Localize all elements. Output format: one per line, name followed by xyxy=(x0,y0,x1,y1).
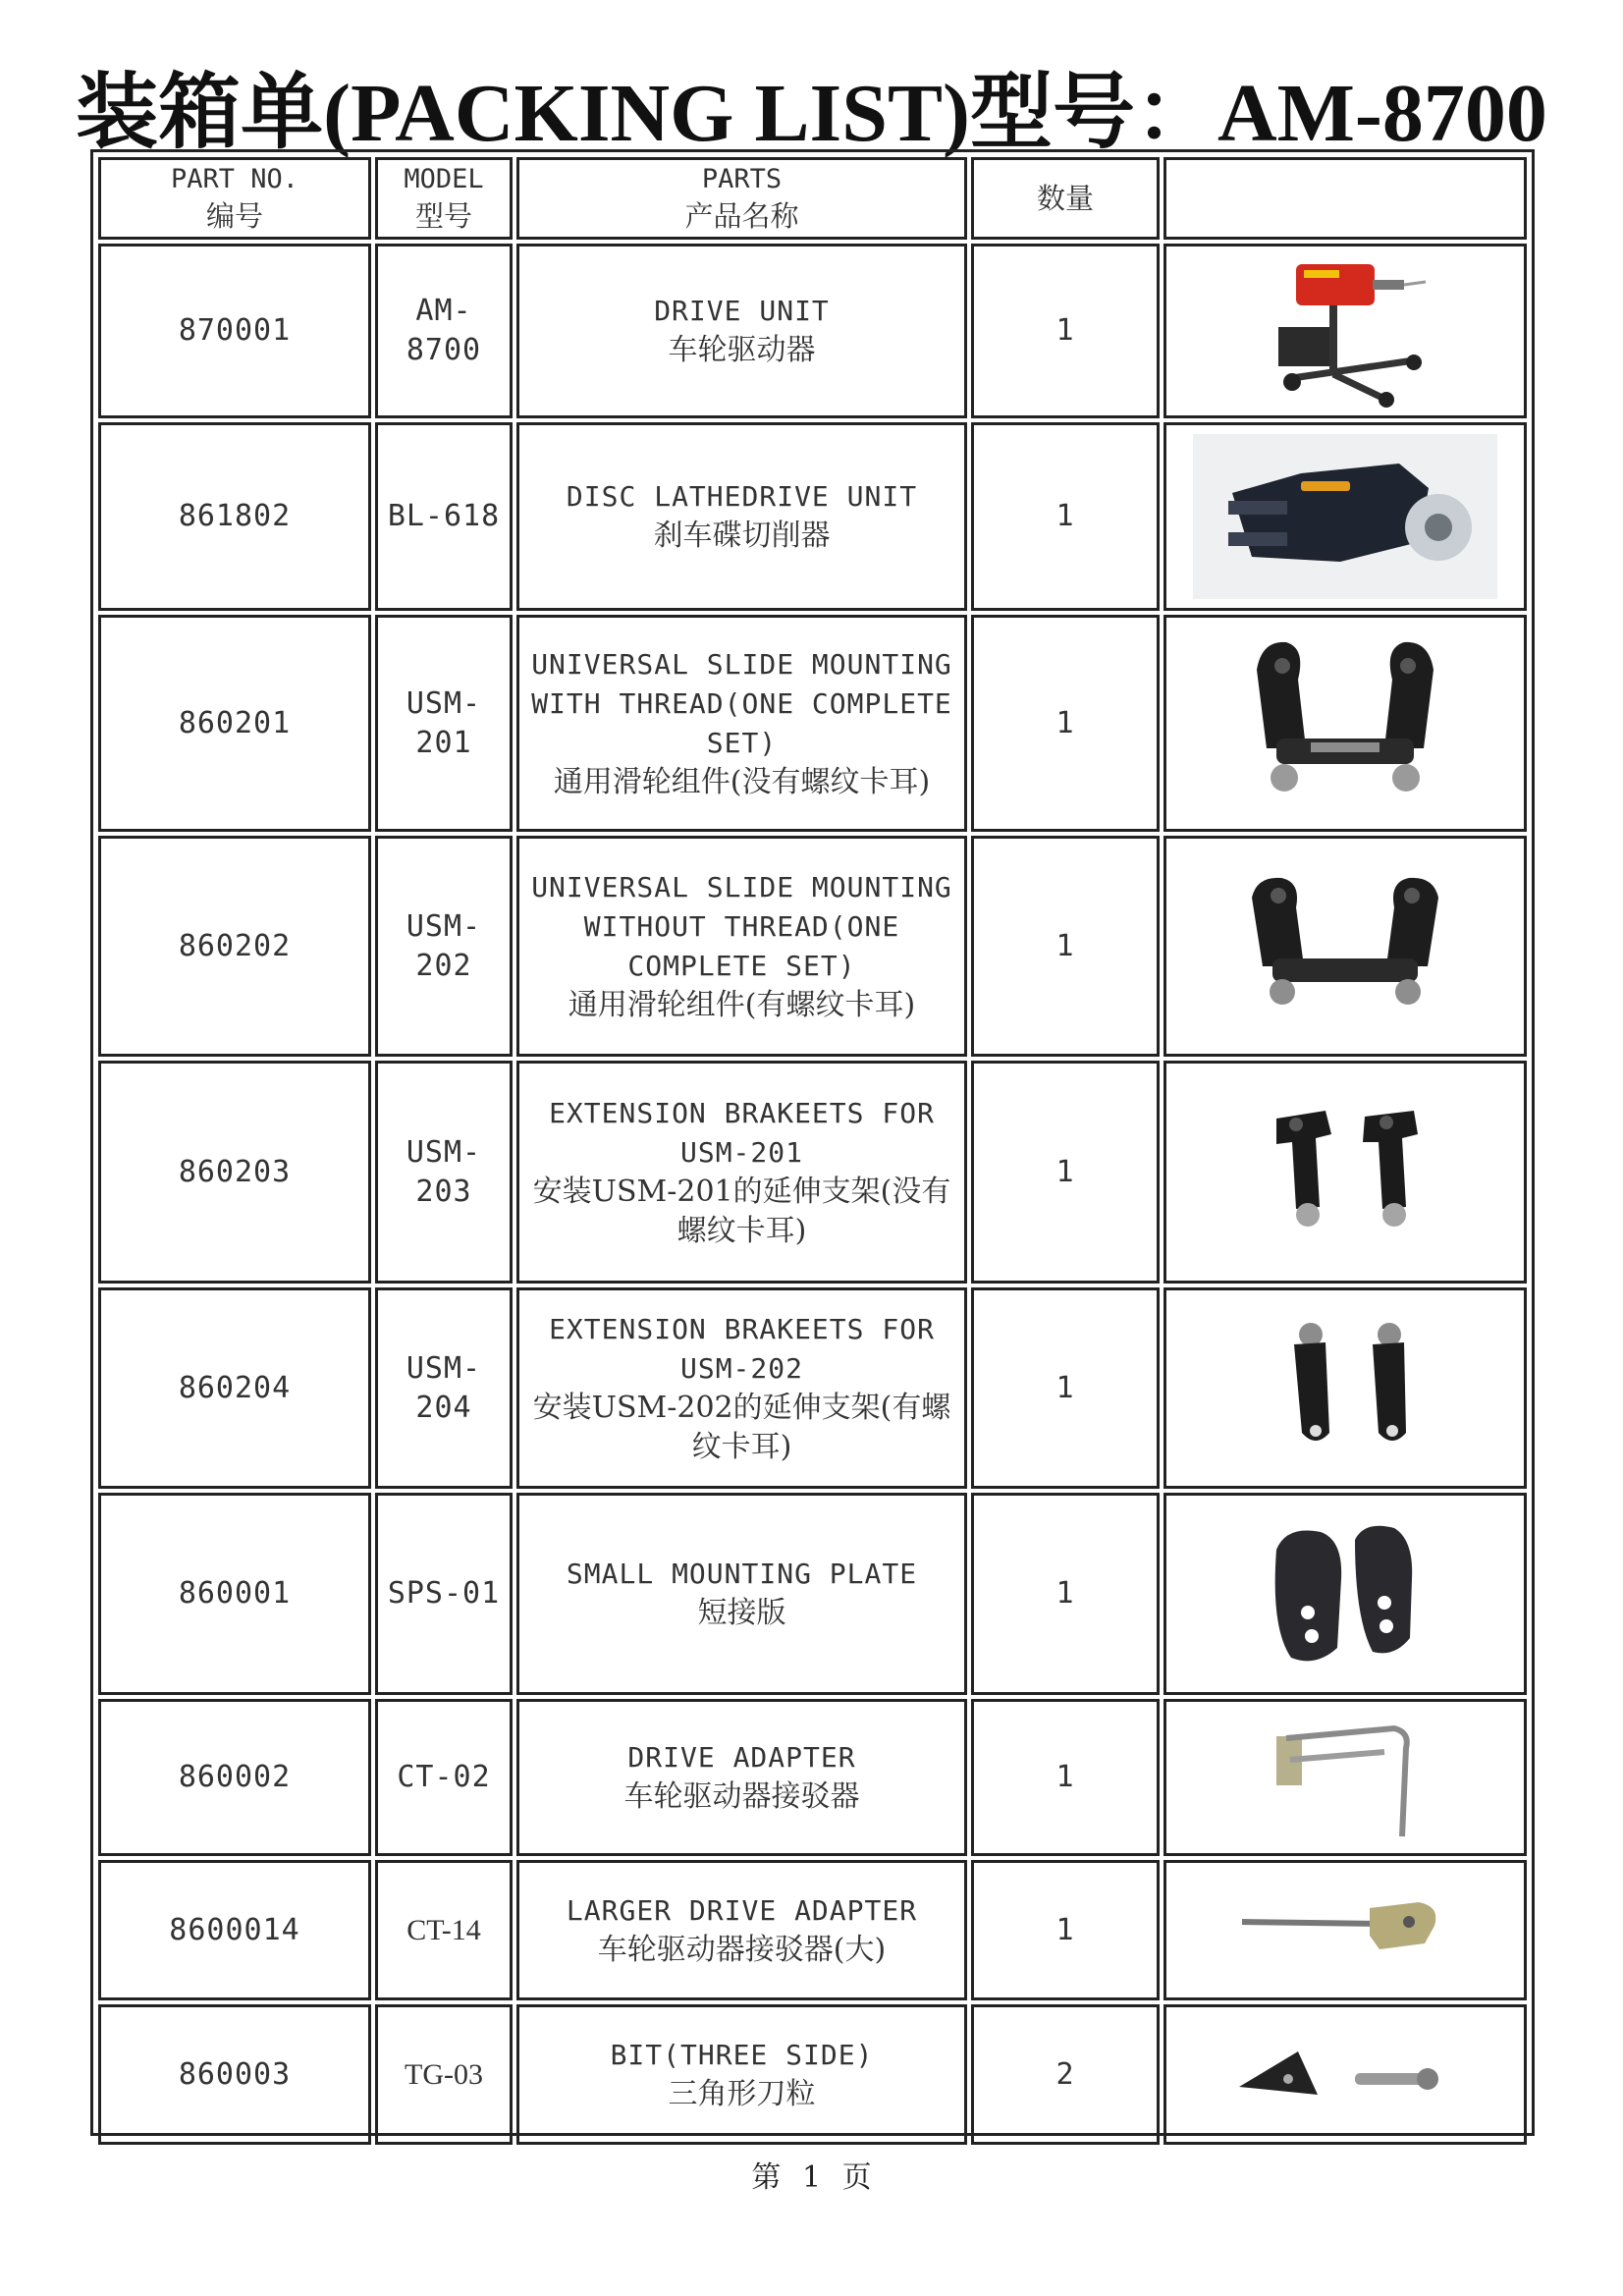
part-no-cell: 860003 xyxy=(98,2004,371,2145)
image-cell xyxy=(1163,1860,1527,2000)
part-name-en: UNIVERSAL SLIDE MOUNTING WITH THREAD(ONE COMPLETE SET) xyxy=(531,647,952,759)
part-name-en: EXTENSION BRAKEETS FOR USM-201 xyxy=(549,1096,935,1169)
qty-cell: 1 xyxy=(971,1061,1160,1284)
table-row xyxy=(98,2004,1527,2145)
slide-mounting-image xyxy=(1227,630,1463,817)
part-name-en: DRIVE ADAPTER xyxy=(627,1741,856,1774)
header-qty-label: 数量 xyxy=(1036,182,1094,215)
parts-cell xyxy=(516,244,967,418)
part-name-en: UNIVERSAL SLIDE MOUNTING WITHOUT THREAD(ONE COMPLETE SET) xyxy=(531,870,952,982)
table-row xyxy=(98,1061,1527,1284)
qty-cell: 1 xyxy=(971,1287,1160,1489)
part-name-en: LARGER DRIVE ADAPTER xyxy=(566,1893,918,1927)
qty-cell: 1 xyxy=(971,1699,1160,1856)
header-parts-cn: 产品名称 xyxy=(684,199,799,233)
part-name-cn: 短接版 xyxy=(697,1596,786,1630)
footer-suffix: 页 xyxy=(841,2160,872,2195)
image-cell xyxy=(1163,2004,1527,2145)
parts-cell xyxy=(516,1860,967,2000)
part-name-cn: 安装USM-202的延伸支架(有螺纹卡耳) xyxy=(532,1390,951,1464)
header-row xyxy=(98,157,1527,240)
parts-cell xyxy=(516,422,967,611)
part-no-cell: 860204 xyxy=(98,1287,371,1489)
part-name-cn: 车轮驱动器接驳器(大) xyxy=(597,1932,887,1967)
table-row xyxy=(98,615,1527,832)
qty-cell: 1 xyxy=(971,244,1160,418)
part-name-en: EXTENSION BRAKEETS FOR USM-202 xyxy=(549,1312,935,1385)
slide-mounting-image xyxy=(1227,868,1463,1025)
parts-cell xyxy=(516,1493,967,1695)
image-cell xyxy=(1163,244,1527,418)
header-model-cn: 型号 xyxy=(414,199,472,233)
part-name-en: BIT(THREE SIDE) xyxy=(610,2038,874,2071)
header-parts-en: PARTS xyxy=(701,164,783,194)
part-no-cell: 860002 xyxy=(98,1699,371,1856)
drive-adapter-image xyxy=(1247,1709,1443,1846)
parts-cell xyxy=(516,1287,967,1489)
table-row xyxy=(98,1287,1527,1489)
footer-prefix: 第 xyxy=(751,2160,782,2195)
page-number: 1 xyxy=(801,2160,822,2195)
table-row xyxy=(98,422,1527,611)
disc-lathe-image xyxy=(1193,434,1497,599)
header-parts xyxy=(516,157,967,240)
table-row xyxy=(98,1860,1527,2000)
mounting-plate-image xyxy=(1247,1510,1443,1677)
part-no-cell: 860201 xyxy=(98,615,371,832)
table-row xyxy=(98,836,1527,1057)
header-part-no-en: PART NO. xyxy=(170,164,299,194)
part-no-cell: 861802 xyxy=(98,422,371,611)
drive-unit-cart-image xyxy=(1257,252,1434,410)
header-model-en: MODEL xyxy=(404,164,484,194)
part-no-cell: 860202 xyxy=(98,836,371,1057)
model-cell: USM-202 xyxy=(375,836,513,1057)
parts-cell xyxy=(516,615,967,832)
header-model xyxy=(375,157,513,240)
part-name-en: DISC LATHEDRIVE UNIT xyxy=(566,480,918,513)
part-name-en: DRIVE UNIT xyxy=(654,295,830,327)
model-cell: CT-02 xyxy=(375,1699,513,1856)
three-side-bit-image xyxy=(1227,2036,1463,2114)
image-cell xyxy=(1163,615,1527,832)
model-cell: CT-14 xyxy=(375,1860,513,2000)
model-cell: USM-203 xyxy=(375,1061,513,1284)
image-cell xyxy=(1163,1061,1527,1284)
part-no-cell: 8600014 xyxy=(98,1860,371,2000)
part-name-cn: 安装USM-201的延伸支架(没有螺纹卡耳) xyxy=(532,1174,951,1248)
qty-cell: 1 xyxy=(971,1860,1160,2000)
table-row xyxy=(98,1493,1527,1695)
image-cell xyxy=(1163,1493,1527,1695)
model-cell: TG-03 xyxy=(375,2004,513,2145)
part-no-cell: 860203 xyxy=(98,1061,371,1284)
qty-cell: 1 xyxy=(971,836,1160,1057)
model-cell: USM-201 xyxy=(375,615,513,832)
table-row xyxy=(98,244,1527,418)
part-name-cn: 通用滑轮组件(没有螺纹卡耳) xyxy=(553,764,931,799)
extension-bracket-image xyxy=(1257,1099,1434,1246)
model-cell: BL-618 xyxy=(375,422,513,611)
parts-cell xyxy=(516,836,967,1057)
page-footer xyxy=(0,2153,1623,2196)
part-name-cn: 通用滑轮组件(有螺纹卡耳) xyxy=(568,987,916,1022)
large-drive-adapter-image xyxy=(1232,1886,1458,1975)
part-no-cell: 870001 xyxy=(98,244,371,418)
part-no-cell: 860001 xyxy=(98,1493,371,1695)
packing-list-table xyxy=(94,153,1531,2149)
header-image xyxy=(1163,157,1527,240)
qty-cell: 1 xyxy=(971,422,1160,611)
header-part-no xyxy=(98,157,371,240)
part-name-cn: 三角形刀粒 xyxy=(668,2076,816,2111)
model-cell: SPS-01 xyxy=(375,1493,513,1695)
parts-cell xyxy=(516,1699,967,1856)
parts-cell xyxy=(516,2004,967,2145)
image-cell xyxy=(1163,836,1527,1057)
part-name-cn: 刹车碟切削器 xyxy=(653,519,831,553)
part-name-cn: 车轮驱动器 xyxy=(668,333,816,367)
image-cell xyxy=(1163,1287,1527,1489)
part-name-cn: 车轮驱动器接驳器 xyxy=(623,1779,860,1814)
qty-cell: 1 xyxy=(971,615,1160,832)
model-cell: USM-204 xyxy=(375,1287,513,1489)
header-part-no-cn: 编号 xyxy=(205,199,263,233)
header-qty xyxy=(971,157,1160,240)
table-row xyxy=(98,1699,1527,1856)
qty-cell: 2 xyxy=(971,2004,1160,2145)
image-cell xyxy=(1163,422,1527,611)
extension-bracket-image xyxy=(1257,1315,1434,1462)
part-name-en: SMALL MOUNTING PLATE xyxy=(566,1558,918,1590)
document-title: 装箱单(PACKING LIST)型号：AM-8700 xyxy=(76,68,1547,159)
qty-cell: 1 xyxy=(971,1493,1160,1695)
parts-cell xyxy=(516,1061,967,1284)
image-cell xyxy=(1163,1699,1527,1856)
model-cell: AM-8700 xyxy=(375,244,513,418)
